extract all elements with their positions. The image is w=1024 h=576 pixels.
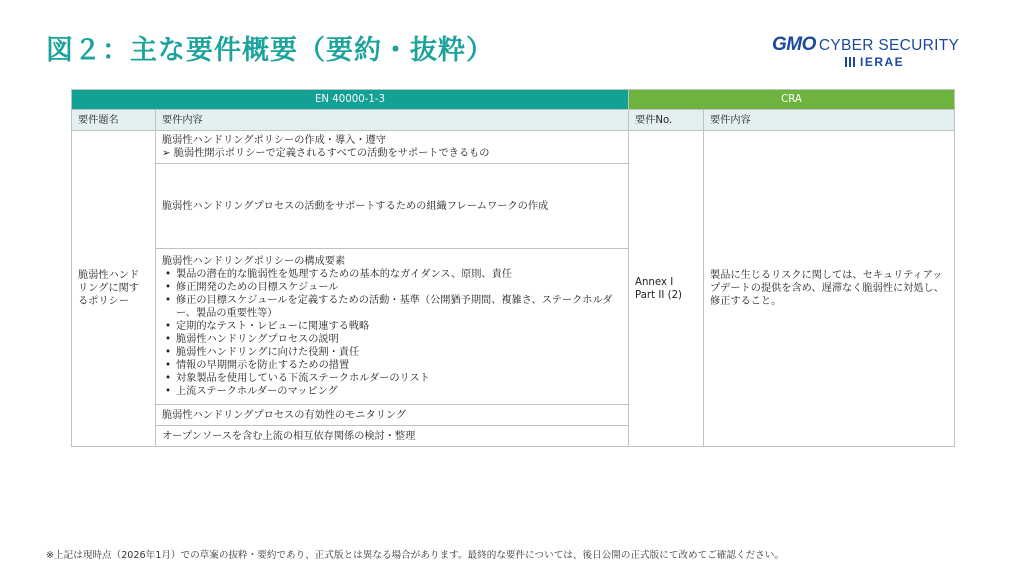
list-item: • 情報の早期開示を防止するための措置 [162,359,622,372]
requirement-list-heading: 脆弱性ハンドリングポリシーの構成要素 [162,256,346,267]
list-item: • 製品の潜在的な脆弱性を処理するための基本的なガイダンス、原則、責任 [162,268,622,281]
list-item: • 対象製品を使用している下流ステークホルダーのリスト [162,372,622,385]
company-logo [772,34,982,74]
list-item: • 修正の目標スケジュールを定義するための活動・基準（公開猶予期間、複雑さ、ステークホルダー、製品の重要性等） [162,294,622,320]
requirement-row-monitoring: 脆弱性ハンドリングプロセスの有効性のモニタリング [156,405,629,426]
column-header-requirement-no: 要件No. [629,110,704,131]
en-standard-header: EN 40000-1-3 [72,90,629,110]
cra-requirement-no [629,131,704,447]
list-item: • 定期的なテスト・レビューに関連する戦略 [162,320,622,333]
list-item: • 脆弱性ハンドリングに向けた役割・責任 [162,346,622,359]
cra-requirement-content: 製品に生じるリスクに関しては、セキュリティアップデートの提供を含め、遅滞なく脆弱性に対処し、修正すること。 [704,131,955,447]
logo-ierae-text: IERAE [860,55,905,69]
ierae-logo-icon [844,56,856,68]
column-header-topic: 要件題名 [72,110,156,131]
requirement-topic: 脆弱性ハンドリングに関するポリシー [72,131,156,447]
requirement-list [162,268,622,398]
cra-no-line2: Part II (2) [635,289,683,301]
cra-header: CRA [629,90,955,110]
logo-gmo-text: GMO [772,34,816,55]
requirement-row-open-source: オープンソースを含む上流の相互依存関係の検討・整理 [156,426,629,447]
list-item: • 上流ステークホルダーのマッピング [162,385,622,398]
column-header-content: 要件内容 [156,110,629,131]
logo-cyber-security-text: CYBER SECURITY [818,37,960,54]
requirements-table [71,89,955,447]
requirement-row-framework: 脆弱性ハンドリングプロセスの活動をサポートするための組織フレームワークの作成 [156,164,629,249]
column-header-cra-content: 要件内容 [704,110,955,131]
list-item: • 脆弱性ハンドリングプロセスの説明 [162,333,622,346]
footnote: ※上記は現時点（2026年1月）での草案の抜粋・要約であり、正式版とは異なる場合があります。最終的な要件については、後日公開の正式版にて改めてご確認ください。 [46,550,784,561]
cra-no-line1: Annex I [635,276,674,288]
requirement-text: 脆弱性ハンドリングポリシーの作成・導入・遵守 [162,135,386,146]
page-title: 図２：主な要件概要（要約・抜粋） [46,35,494,66]
requirement-row-policy-elements [156,249,629,405]
list-item: • 修正開発のための目標スケジュール [162,281,622,294]
requirement-row-policy-creation [156,131,629,164]
requirement-subpoint: ➢ 脆弱性開示ポリシーで定義されるすべての活動をサポートできるもの [162,148,490,159]
